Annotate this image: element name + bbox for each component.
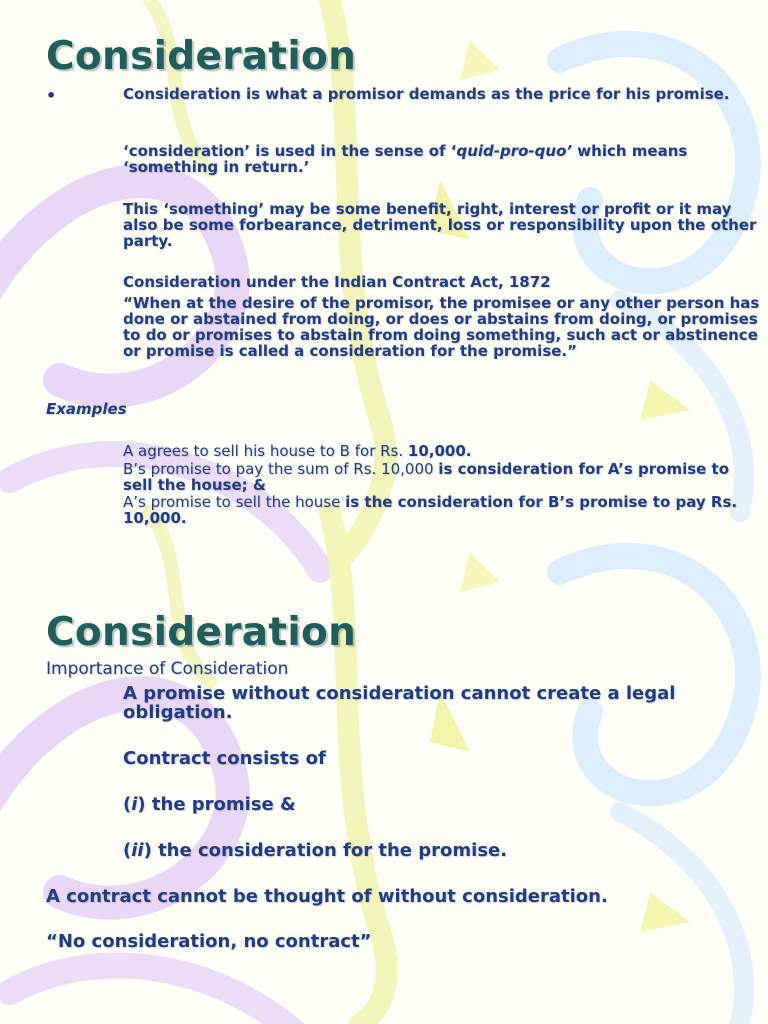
no-contract-without-line: A contract cannot be thought of without consideration. [46, 886, 608, 907]
examples-label: Examples [46, 400, 127, 418]
example-2-emphasis: is consideration for A’s promise to sell the house; & [123, 460, 730, 494]
paren-open: ( [123, 794, 132, 815]
paren-open: ( [123, 840, 132, 861]
consideration-item-text: ) the consideration for the promise. [143, 840, 508, 861]
quid-pro-quo-lead: ‘consideration’ is used in the sense of ‘ [123, 142, 457, 160]
slide-title: Consideration [46, 610, 357, 655]
promise-item-text: ) the promise & [137, 794, 296, 815]
maxim-quote: “No consideration, no contract” [46, 931, 372, 952]
slide-importance [0, 512, 768, 1024]
promise-item [123, 795, 296, 814]
quid-pro-quo-tail: which means ‘something in return.’ [123, 142, 688, 176]
quid-pro-quo-paragraph [123, 143, 763, 175]
roman-numeral: ii [131, 840, 144, 861]
something-paragraph: This ‘something’ may be some benefit, right, interest or profit or it may also be some forbearance, detriment, loss or responsibility upon the other party. [123, 200, 757, 250]
roman-numeral: i [131, 794, 138, 815]
slide-subtitle: Importance of Consideration [46, 659, 289, 679]
example-1-amount: 10,000. [407, 442, 472, 460]
quid-pro-quo-term: quid-pro-quo’ [456, 142, 573, 160]
contract-consists-line: Contract consists of [123, 748, 326, 769]
example-2-text: B’s promise to pay the sum of Rs. 10,000 [123, 460, 439, 478]
act-heading: Consideration under the Indian Contract Act, 1872 [123, 273, 551, 291]
example-3-text: A’s promise to sell the house [123, 493, 346, 511]
example-3-emphasis: is the consideration for B’s promise to pay Rs. 10,000. [123, 493, 738, 527]
act-definition-quote: “When at the desire of the promisor, the promisee or any other person has done or abstained from doing, or does or abstains from doing, or promises to do or promises to abstain from doing something, such act or abstinence or promise is called a consideration for the promise.” [123, 294, 760, 360]
example-item [123, 443, 763, 459]
slide-title: Consideration [46, 34, 357, 79]
example-1-text: A agrees to sell his house to B for Rs. [123, 442, 408, 460]
definition-paragraph: Consideration is what a promisor demands as the price for his promise. [123, 85, 730, 103]
consideration-item [123, 841, 507, 860]
bullet-marker: • [46, 86, 57, 105]
example-item [123, 461, 763, 493]
legal-obligation-line: A promise without consideration cannot create a legal obligation. [123, 683, 676, 723]
